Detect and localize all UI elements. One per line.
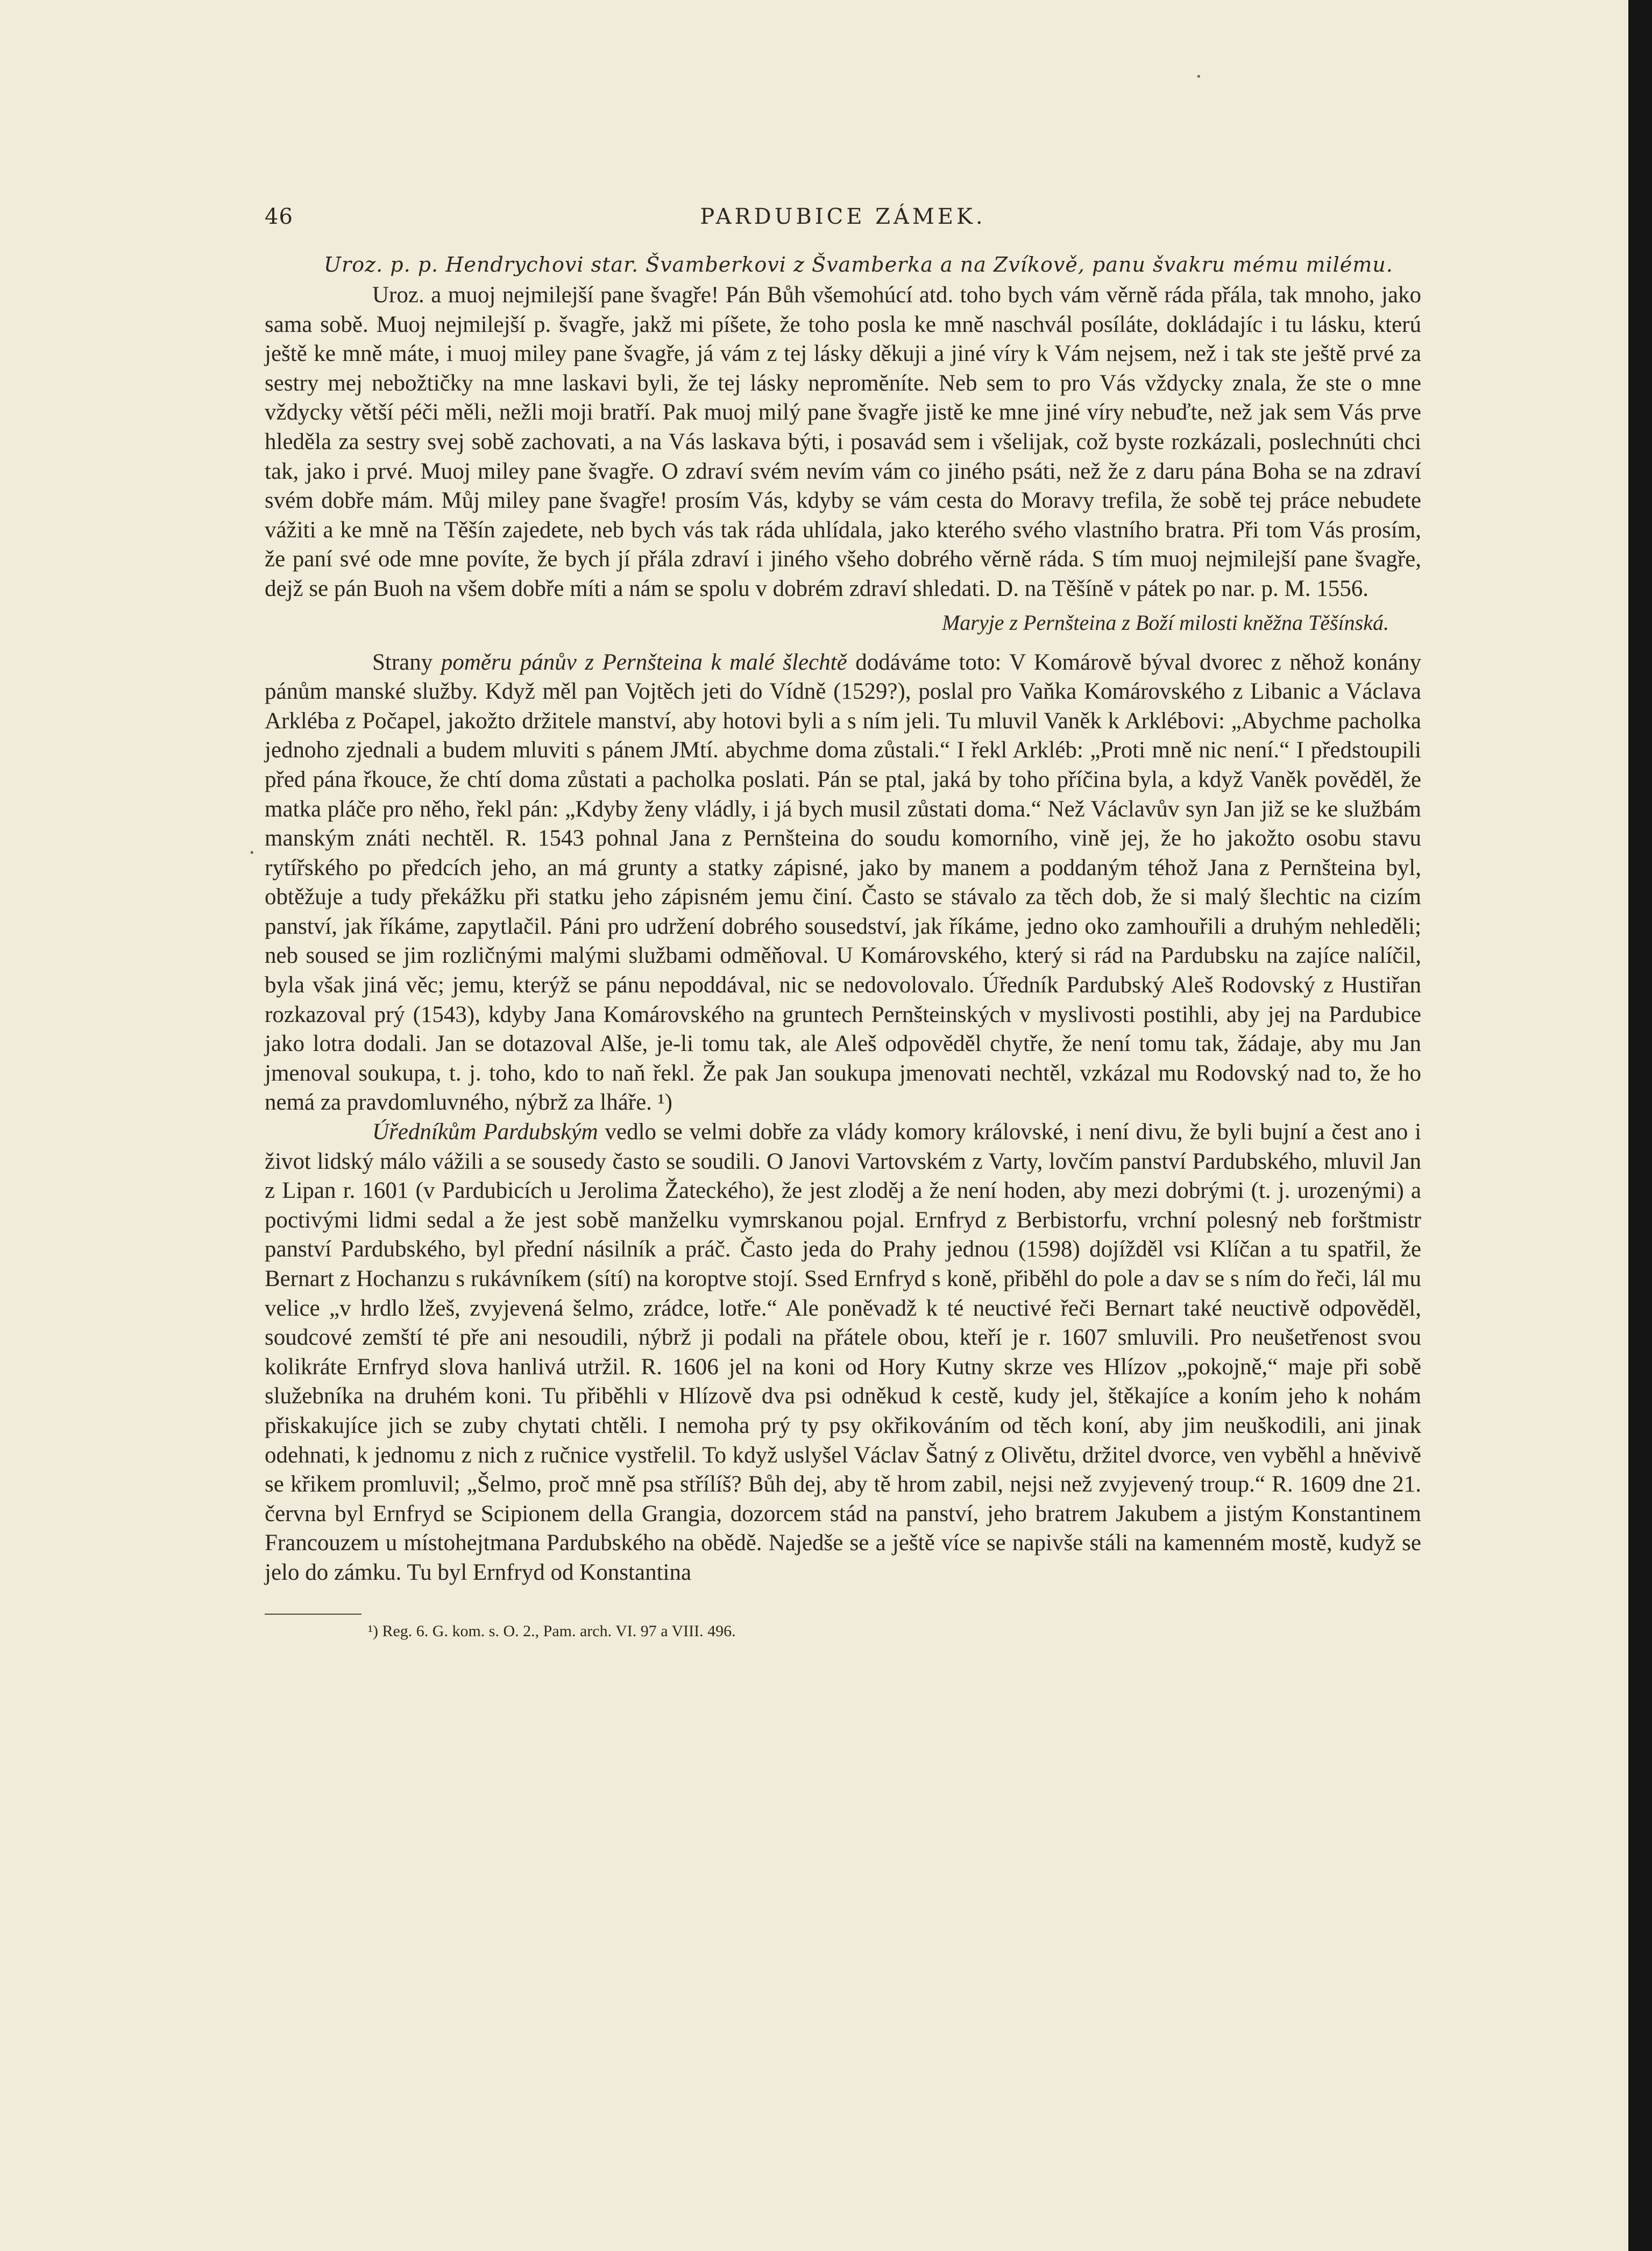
page-number: 46: [265, 204, 293, 229]
margin-mark: ·: [249, 841, 256, 865]
footnote-divider: [265, 1614, 361, 1615]
paragraph-lead: Strany: [372, 649, 441, 675]
page-header: [265, 204, 1421, 242]
page: [265, 204, 1421, 1641]
paragraph-topic: poměru pánův z Pernšteina k malé šlechtě: [441, 649, 847, 675]
running-title: PARDUBICE ZÁMEK.: [700, 204, 986, 229]
scan-edge: [1628, 0, 1652, 2251]
paragraph-text: vedlo se velmi dobře za vlády komory královské, i není divu, že byli bujní a čest ano i život lidský málo vážili a se sousedy často se soudili. O Janovi Vartovském z Varty, lovčím panství Pardubského, mluvil Jan z Lipan r. 1601 (v Pardubicích u Jerolima Žateckého), že jest zloděj a že není hoden, aby mezi dobrými (t. j. urozenými) a poctivými lidmi sedal a že jest sobě manželku vymrskanou pojal. Ernfryd z Berbistorfu, vrchní polesný neb forštmistr panství Pardubského, byl přední násilník a práč. Často jeda do Prahy jednou (1598) dojížděl vsi Klíčan a tu spatřil, že Bernart z Hochanzu s rukávníkem (sítí) na koroptve stojí. Ssed Ernfryd s koně, přiběhl do pole a dav se s ním do řeči, lál mu velice „v hrdlo lžeš, zvyjevená šelmo, zrádce, lotře.“ Ale poněvadž k té neuctivé řeči Bernart také neuctivě odpověděl, soudcové zemští té pře ani nesoudili, nýbrž ji podali na přátele obou, kteří je r. 1607 smluvili. Pro neušetřenost svou kolikráte Ernfryd slova hanlivá utržil. R. 1606 jel na koni od Hory Kutny skrze ves Hlízov „pokojně,“ maje při sobě služebníka na druhém koni. Tu přiběhli v Hlízově dva psi odněkud k cestě, kudy jel, štěkajíce a koním jeho k nohám přiskakujíce jich se zuby chytati chtěli. I nemoha prý ty psy okřikováním od těch koní, aby jim neuškodili, ani jinak odehnati, k jednomu z nich z ručnice vystřelil. To když uslyšel Václav Šatný z Olivětu, držitel dvorce, ven vyběhl a hněvivě se křikem promluvil; „Šelmo, proč mně psa střílíš? Bůh dej, aby tě hrom zabil, nejsi než zvyjevený troup.“ R. 1609 dne 21. června byl Ernfryd se Scipionem della Grangia, dozorcem stád na panství, jeho bratrem Jakubem a jistým Konstantinem Francouzem u místohejtmana Pardubského na obědě. Najedše se a ještě více se napivše stáli na kamenném mostě, kudyž se jelo do zámku. Tu byl Ernfryd od Konstantina: [265, 1119, 1421, 1585]
paragraph-text: dodáváme toto: V Komárově býval dvorec z něhož konány pánům manské služby. Když měl pan Vojtěch jeti do Vídně (1529?), poslal pro Vaňka Komárovského z Libanic a Václava Arkléba z Počapel, jakožto držitele manství, aby hotovi byli a s ním jeli. Tu mluvil Vaněk k Arklébovi: „Abychme pacholka jednoho zjednali a budem mluviti s pánem JMtí. abychme doma zůstali.“ I řekl Arkléb: „Proti mně nic není.“ I předstoupili před pána řkouce, že chtí doma zůstati a pacholka poslati. Pán se ptal, jaká by toho příčina byla, a když Vaněk pověděl, že matka pláče pro něho, řekl pán: „Kdyby ženy vládly, i já bych musil zůstati doma.“ Než Václavův syn Jan již se ke službám manským znáti nechtěl. R. 1543 pohnal Jana z Pernšteina do soudu komorního, vině jej, že ho jakožto osobu stavu rytířského po předcích jeho, an má grunty a statky zápisné, jako by manem a poddaným téhož Jana z Pernšteina byl, obtěžuje a tudy překážku při statku jeho zápisném jemu činí. Často se stávalo za těch dob, že si malý šlechtic na cizím panství, jak říkáme, zapytlačil. Páni pro udržení dobrého sousedství, jak říkáme, jedno oko zamhouřili a druhým nehleděli; neb soused se jim rozličnými malými službami odměňoval. U Komárovského, který si rád na Pardubsku na zajíce nalíčil, byla však jiná věc; jemu, kterýž se pánu nepoddával, nic se nedovolovalo. Úředník Pardubský Aleš Rodovský z Hustiřan rozkazoval prý (1543), kdyby Jana Komárovského na gruntech Pernšteinských v myslivosti postihli, aby jej na Pardubice jako lotra dodali. Jan se dotazoval Alše, je-li tomu tak, ale Aleš odpověděl chytře, že není tomu tak, žádaje, aby mu Jan jmenoval soukupa, t. j. toho, kdo to naň řekl. Že pak Jan soukupa jmenovati nechtěl, vzkázal mu Rodovský nad to, že ho nemá za pravdomluvného, nýbrž za lháře. ¹): [265, 649, 1421, 1116]
footnote: ¹) Reg. 6. G. kom. s. O. 2., Pam. arch. VI. 97 a VIII. 496.: [368, 1622, 736, 1640]
margin-mark: ·: [1195, 65, 1202, 89]
paragraph-noble-relations: [265, 648, 1421, 1118]
paragraph-officials: [265, 1118, 1421, 1588]
letter-body: Uroz. a muoj nejmilejší pane švagře! Pán Bůh všemohúcí atd. toho bych vám věrně ráda přála, tak mnoho, jako sama sobě. Muoj nejmilejší p. švagře, jakž mi píšete, že toho posla ke mně naschvál posíláte, dokládajíc i tu lásku, kterú ještě ke mně máte, i muoj miley pane švagře, já vám z tej lásky děkuji a jiné víry k Vám nejsem, než i tak ste ještě prvé za sestry mej nebožtičky na mne laskavi byli, že tej lásky nepromĕníte. Neb sem to pro Vás vždycky znala, že ste o mne vždycky větší péči měli, nežli moji bratří. Pak muoj milý pane švagře jistě ke mne jiné víry nebuďte, než jak sem Vás prve hleděla za sestry svej sobě zachovati, a na Vás laskava býti, i posavád sem i všelijak, což byste rozkázali, poslechnúti chci tak, jako i prvé. Muoj miley pane švagře. O zdraví svém nevím vám co jiného psáti, než že z daru pána Boha se na zdraví svém dobře mám. Můj miley pane švagře! prosím Vás, kdyby se vám cesta do Moravy trefila, že sobě tej práce nebudete vážiti a ke mně na Těšín zajedete, neb bych vás tak ráda uhlídala, jako kterého svého vlastního bratra. Při tom Vás prosím, že paní své ode mne povíte, že bych jí přála zdraví i jiného všeho dobrého věrně ráda. S tím muoj nejmilejší pane švagře, dejž se pán Buoh na všem dobře míti a nám se spolu v dobrém zdraví shledati. D. na Těšíně v pátek po nar. p. M. 1556.: [265, 282, 1421, 601]
paragraph-topic: Úředníkům Pardubským: [372, 1119, 598, 1145]
letter-address: Uroz. p. p. Hendrychovi star. Švamberkovi z Švamberka a na Zvíkově, panu švakru mému milému.: [324, 253, 1393, 276]
letter-signature: Maryje z Pernšteina z Boží milosti kněžna Těšínská.: [941, 610, 1389, 635]
